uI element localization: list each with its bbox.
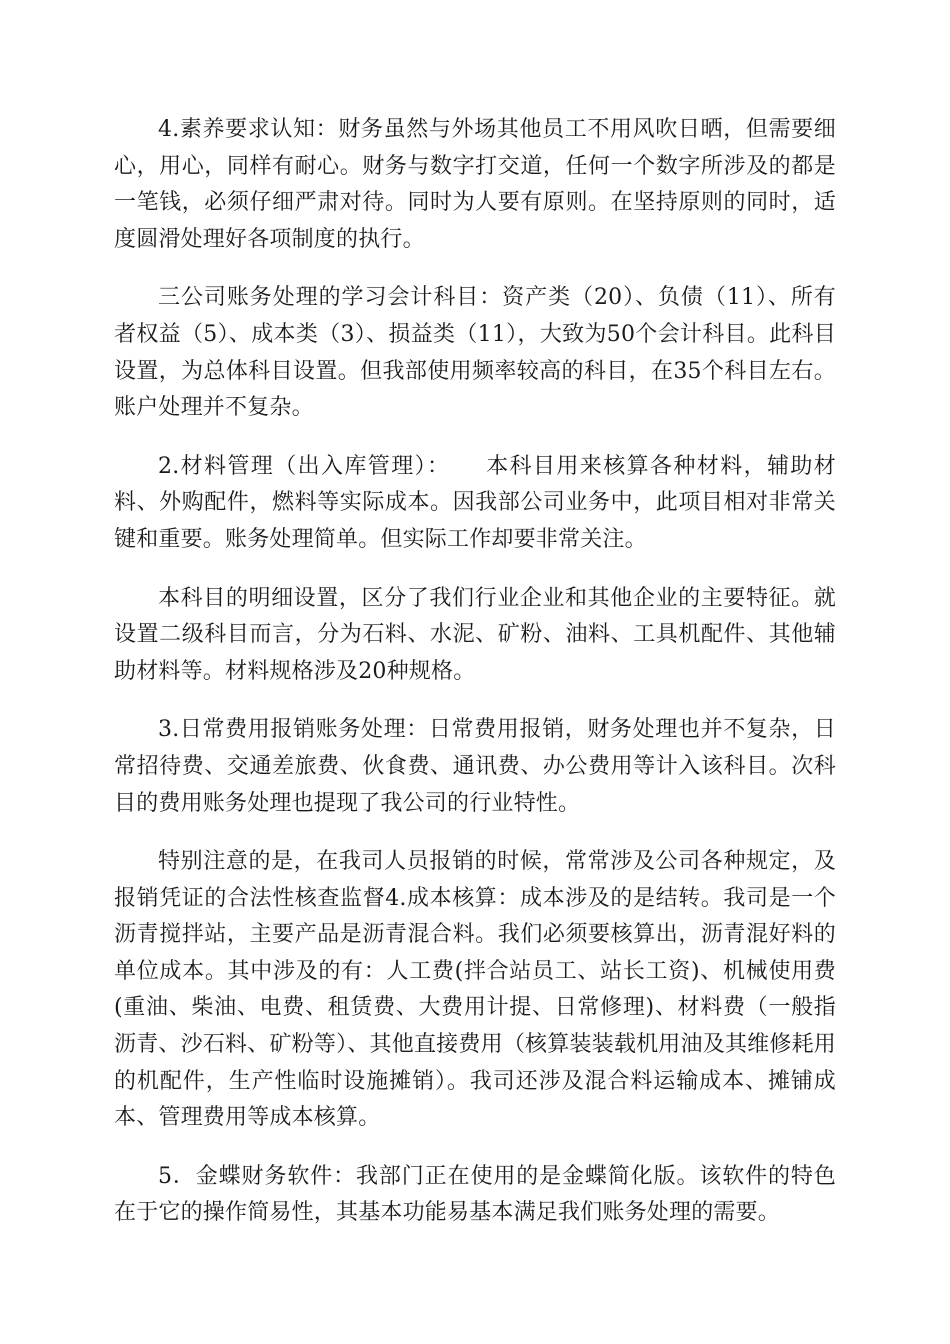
- paragraph-accounting-subjects: 三公司账务处理的学习会计科目：资产类（20）、负债（11）、所有者权益（5）、成本类（3）、损益类（11），大致为50个会计科目。此科目设置，为总体科目设置。但我部使用频率较高的科目，在35个科目左右。账户处理并不复杂。: [114, 285, 836, 421]
- paragraph-cost-accounting: 特别注意的是，在我司人员报销的时候，常常涉及公司各种规定，及报销凭证的合法性核查监督4.成本核算：成本涉及的是结转。我司是一个沥青搅拌站，主要产品是沥青混合料。我们必须要核算出，沥青混好料的单位成本。其中涉及的有：人工费(拌合站员工、站长工资)、机械使用费(重油、柴油、电费、租赁费、大费用计提、日常修理)、材料费（一般指沥青、沙石料、矿粉等）、其他直接费用（核算装装载机用油及其维修耗用的机配件，生产性临时设施摊销）。我司还涉及混合料运输成本、摊铺成本、管理费用等成本核算。: [114, 849, 836, 1131]
- paragraph-kingdee-software: 5．金蝶财务软件：我部门正在使用的是金蝶简化版。该软件的特色在于它的操作简易性，其基本功能易基本满足我们账务处理的需要。: [114, 1163, 836, 1226]
- paragraph-quality-requirements: 4.素养要求认知：财务虽然与外场其他员工不用风吹日晒，但需要细心，用心，同样有耐心。财务与数字打交道，任何一个数字所涉及的都是一笔钱，必须仔细严肃对待。同时为人要有原则。在坚持原则的同时，适度圆滑处理好各项制度的执行。: [114, 117, 836, 252]
- paragraph-material-management: 2.材料管理（出入库管理）： 本科目用来核算各种材料，辅助材料、外购配件，燃料等实际成本。因我部公司业务中，此项目相对非常关键和重要。账务处理简单。但实际工作却要非常关注。: [114, 453, 836, 552]
- paragraph-subject-details: 本科目的明细设置，区分了我们行业企业和其他企业的主要特征。就设置二级科目而言，分为石料、水泥、矿粉、油料、工具机配件、其他辅助材料等。材料规格涉及20种规格。: [114, 585, 836, 684]
- document-body: [114, 112, 836, 1254]
- paragraph-expense-reimbursement: 3.日常费用报销账务处理：日常费用报销，财务处理也并不复杂，日常招待费、交通差旅费、伙食费、通讯费、办公费用等计入该科目。次科目的费用账务处理也提现了我公司的行业特性。: [114, 717, 836, 816]
